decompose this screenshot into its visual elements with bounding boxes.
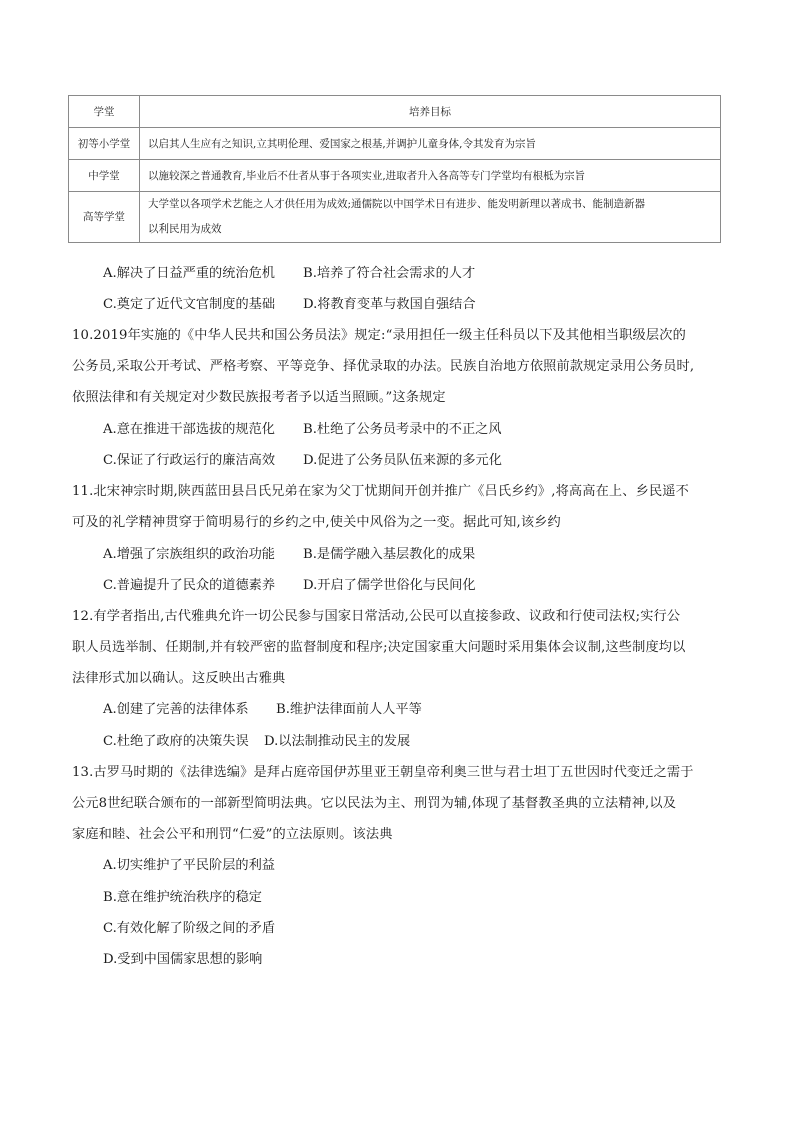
header-goal: 培养目标 — [140, 96, 721, 128]
school-goal-line: 大学堂以各项学术艺能之人才供任用为成效;通儒院以中国学术日有进步、能发明新理以著成书、能制造新器 — [148, 198, 646, 210]
q13-option-c[interactable]: C.有效化解了阶级之间的矛盾 — [103, 921, 276, 936]
school-goal: 以启其人生应有之知识,立其明伦理、爱国家之根基,并调护儿童身体,令其发育为宗旨 — [140, 128, 721, 160]
school-goal — [140, 192, 721, 243]
q12-stem-line: 法律形式加以确认。这反映出古雅典 — [72, 671, 286, 686]
q10-stem-line: 依照法律和有关规定对少数民族报考者予以适当照顾。”这条规定 — [72, 390, 446, 405]
q13-option-d[interactable]: D.受到中国儒家思想的影响 — [103, 952, 263, 967]
q13-stem-line: 公元8世纪联合颁布的一部新型简明法典。它以民法为主、刑罚为辅,体现了基督教圣典的立法精神,以及 — [72, 796, 677, 811]
q13-stem-line: 家庭和睦、社会公平和刑罚“仁爱”的立法原则。该法典 — [72, 827, 393, 842]
q12-stem-line: 职人员选举制、任期制,并有较严密的监督制度和程序;决定国家重大问题时采用集体会议制,这些制度均以 — [72, 640, 686, 655]
q12-option-a[interactable]: A.创建了完善的法律体系 — [103, 702, 249, 717]
school-goals-table — [68, 95, 721, 243]
q11-option-c[interactable]: C.普遍提升了民众的道德素养 — [103, 578, 276, 593]
q10-stem-line: 公务员,采取公开考试、严格考察、平等竞争、择优录取的办法。民族自治地方依照前款规定录用公务员时, — [72, 359, 695, 374]
table-row — [69, 128, 721, 160]
q11-stem-line: 可及的礼学精神贯穿于简明易行的乡约之中,使关中风俗为之一变。据此可知,该乡约 — [72, 515, 561, 530]
header-school: 学堂 — [69, 96, 140, 128]
school-name: 初等小学堂 — [69, 128, 140, 160]
q9-option-b[interactable]: B.培养了符合社会需求的人才 — [303, 266, 476, 281]
q12-option-b[interactable]: B.维护法律面前人人平等 — [276, 702, 422, 717]
school-goal: 以施较深之普通教育,毕业后不仕者从事于各项实业,进取者升入各高等专门学堂均有根柢为宗旨 — [140, 160, 721, 192]
q10-option-a[interactable]: A.意在推进干部选拔的规范化 — [103, 422, 275, 437]
q11-stem-line: 11.北宋神宗时期,陕西蓝田县吕氏兄弟在家为父丁忧期间开创并推广《吕氏乡约》,将高高在上、乡民遥不 — [72, 484, 689, 499]
school-name: 中学堂 — [69, 160, 140, 192]
q10-stem-line: 10.2019年实施的《中华人民共和国公务员法》规定:“录用担任一级主任科员以下及其他相当职级层次的 — [72, 328, 686, 343]
q12-option-d[interactable]: D.以法制推动民主的发展 — [264, 734, 411, 749]
q13-option-b[interactable]: B.意在维护统治秩序的稳定 — [103, 890, 262, 905]
q12-stem-line: 12.有学者指出,古代雅典允许一切公民参与国家日常活动,公民可以直接参政、议政和行使司法权;实行公 — [72, 609, 681, 624]
q10-option-d[interactable]: D.促进了公务员队伍来源的多元化 — [303, 453, 502, 468]
q13-stem-line: 13.古罗马时期的《法律选编》是拜占庭帝国伊苏里亚王朝皇帝利奥三世与君士坦丁五世因时代变迁之需于 — [72, 765, 694, 780]
school-goal-line: 以利民用为成效 — [148, 223, 222, 235]
table-row — [69, 160, 721, 192]
table-header-row — [69, 96, 721, 128]
q9-option-a[interactable]: A.解决了日益严重的统治危机 — [103, 266, 275, 281]
q11-option-a[interactable]: A.增强了宗族组织的政治功能 — [103, 547, 275, 562]
q11-option-b[interactable]: B.是儒学融入基层教化的成果 — [303, 547, 476, 562]
q11-option-d[interactable]: D.开启了儒学世俗化与民间化 — [303, 578, 476, 593]
q13-option-a[interactable]: A.切实维护了平民阶层的利益 — [103, 858, 275, 873]
table-row — [69, 192, 721, 243]
q9-option-d[interactable]: D.将教育变革与救国自强结合 — [303, 297, 476, 312]
school-name: 高等学堂 — [69, 192, 140, 243]
q9-option-c[interactable]: C.奠定了近代文官制度的基础 — [103, 297, 276, 312]
q10-option-b[interactable]: B.杜绝了公务员考录中的不正之风 — [303, 422, 502, 437]
q10-option-c[interactable]: C.保证了行政运行的廉洁高效 — [103, 453, 276, 468]
q12-option-c[interactable]: C.杜绝了政府的决策失误 — [103, 734, 249, 749]
